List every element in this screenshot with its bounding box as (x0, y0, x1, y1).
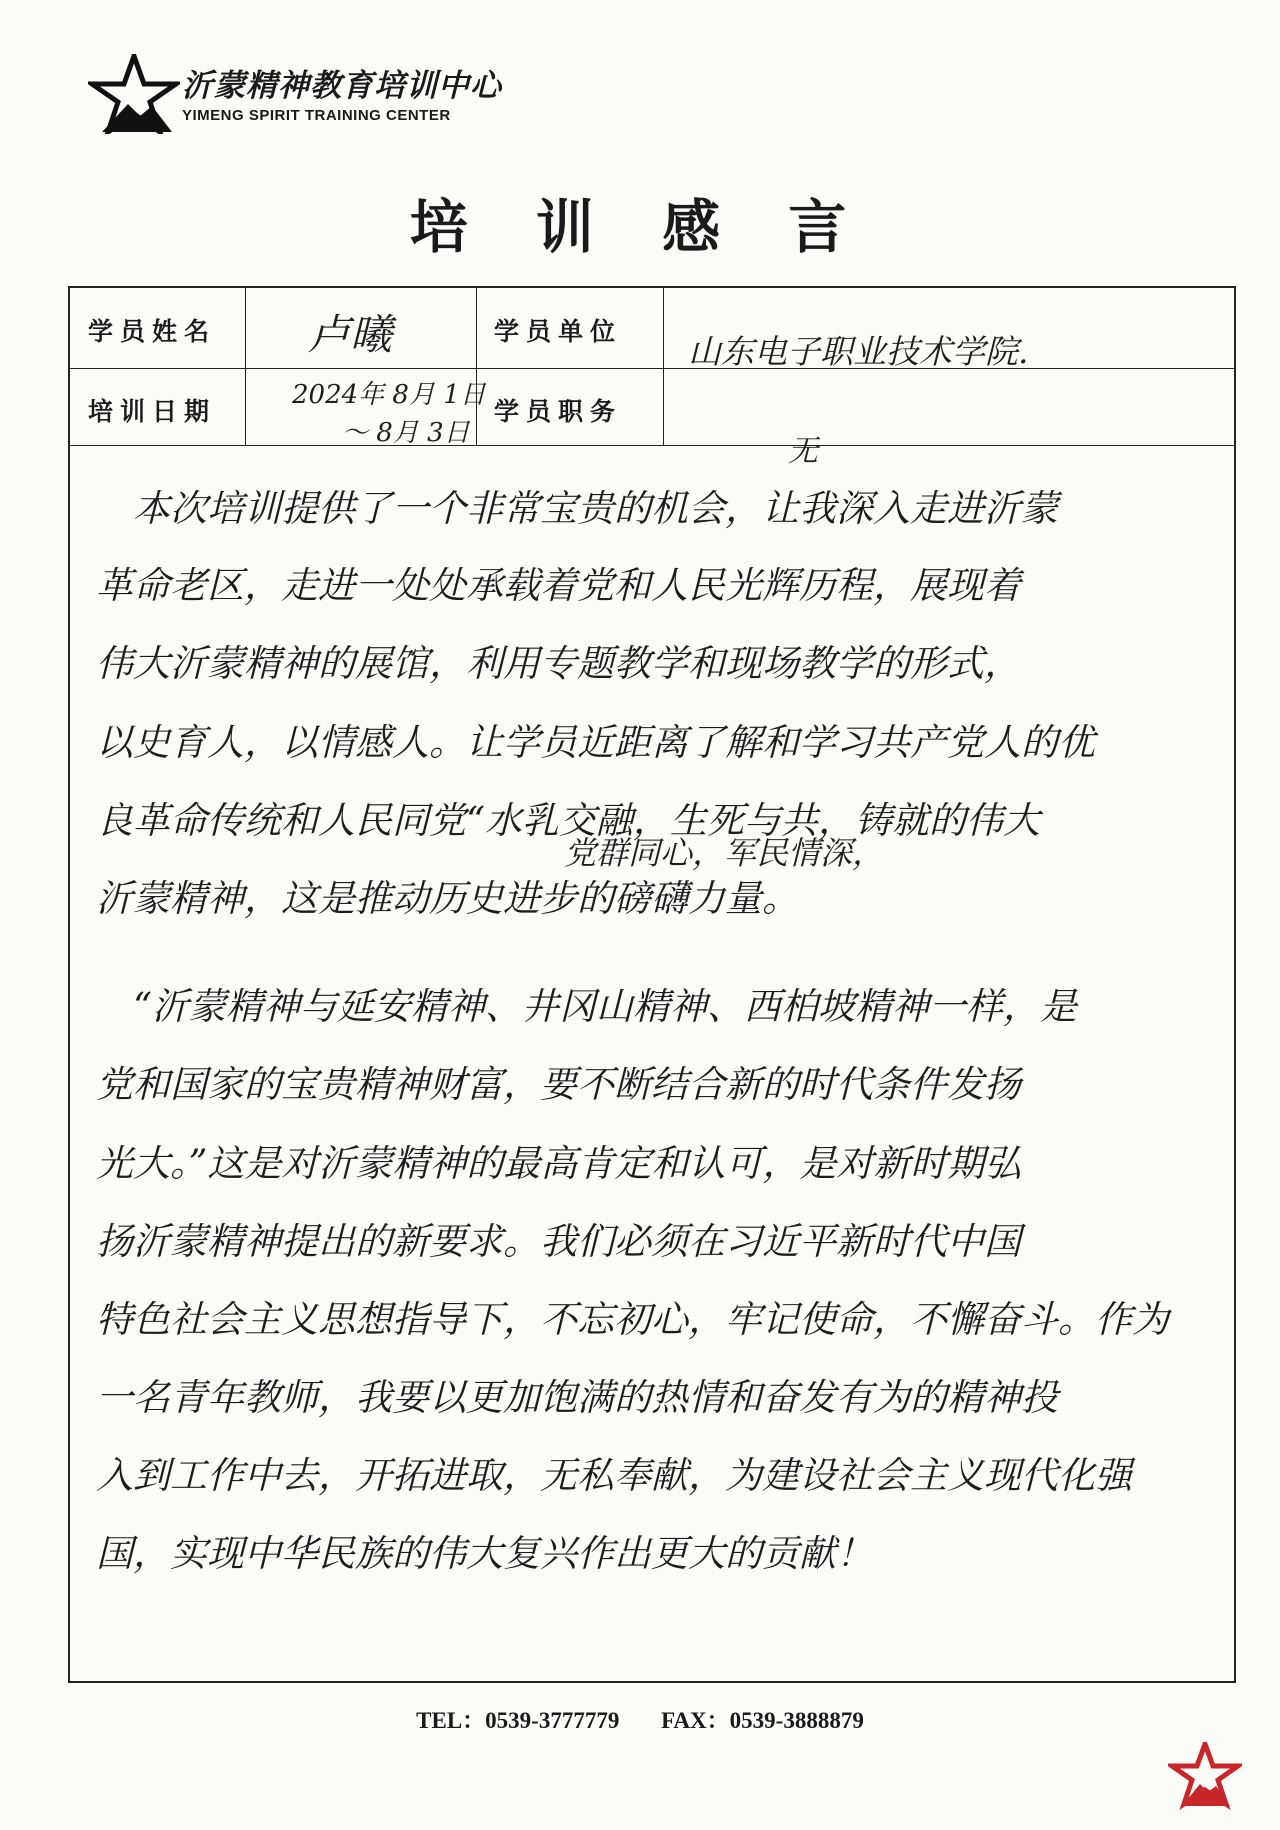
letterhead (88, 54, 508, 134)
essay-line: 沂蒙精神，这是推动历史进步的磅礴力量。 (96, 877, 799, 920)
date-label: 培训日期 (88, 397, 217, 426)
date-value-end: ～ 8月 3日 (342, 418, 470, 448)
essay-insertion: 党群同心，军民情深， (564, 834, 885, 872)
form-title: 培 训 感 言 (409, 193, 871, 261)
footer-contact (0, 1702, 1280, 1735)
org-name-en: YIMENG SPIRIT TRAINING CENTER (182, 107, 451, 124)
essay-line: 国，实现中华民族的伟大复兴作出更大的贡献！ (96, 1532, 873, 1575)
column-divider (663, 288, 664, 445)
essay-line: 伟大沂蒙精神的展馆，利用专题教学和现场教学的形式， (96, 642, 1021, 685)
footer-fax: FAX：0539-3888879 (661, 1708, 864, 1733)
column-divider (476, 288, 477, 445)
essay-line: 良革命传统和人民同党“水乳交融，生死与共，铸就的伟大 (96, 799, 1040, 842)
name-label: 学员姓名 (88, 317, 217, 346)
essay-line: 以史育人，以情感人。让学员近距离了解和学习共产党人的优 (96, 721, 1095, 764)
essay-line: 党和国家的宝贵精神财富，要不断结合新的时代条件发扬 (96, 1063, 1021, 1106)
unit-value: 山东电子职业技术学院. (688, 332, 1029, 371)
footer-tel: TEL：0539-3777779 (416, 1708, 620, 1733)
essay-line: 光大。”这是对沂蒙精神的最高肯定和认可，是对新时期弘 (96, 1142, 1022, 1185)
essay-line: 本次培训提供了一个非常宝贵的机会，让我深入走进沂蒙 (96, 487, 1058, 530)
unit-label: 学员单位 (494, 317, 623, 346)
essay-line: 特色社会主义思想指导下，不忘初心，牢记使命，不懈奋斗。作为 (96, 1298, 1169, 1341)
name-value: 卢曦 (308, 310, 393, 359)
row-divider (70, 445, 1234, 446)
essay-line: 一名青年教师，我要以更加饱满的热情和奋发有为的精神投 (96, 1376, 1058, 1419)
feedback-form (68, 286, 1236, 1683)
essay-line: 入到工作中去，开拓进取，无私奉献，为建设社会主义现代化强 (96, 1454, 1132, 1497)
column-divider (245, 288, 246, 445)
star-logo-icon (88, 54, 180, 134)
org-name-cn: 沂蒙精神教育培训中心 (182, 68, 502, 104)
date-value-start: 2024年 8月 1日 (292, 380, 486, 410)
essay-line: 扬沂蒙精神提出的新要求。我们必须在习近平新时代中国 (96, 1220, 1021, 1263)
position-value: 无 (788, 434, 818, 469)
watermark-star-icon (1168, 1742, 1242, 1810)
essay-line: 革命老区，走进一处处承载着党和人民光辉历程，展现着 (96, 564, 1021, 607)
essay-line: “沂蒙精神与延安精神、井冈山精神、西柏坡精神一样，是 (96, 985, 1077, 1028)
position-label: 学员职务 (494, 397, 623, 426)
